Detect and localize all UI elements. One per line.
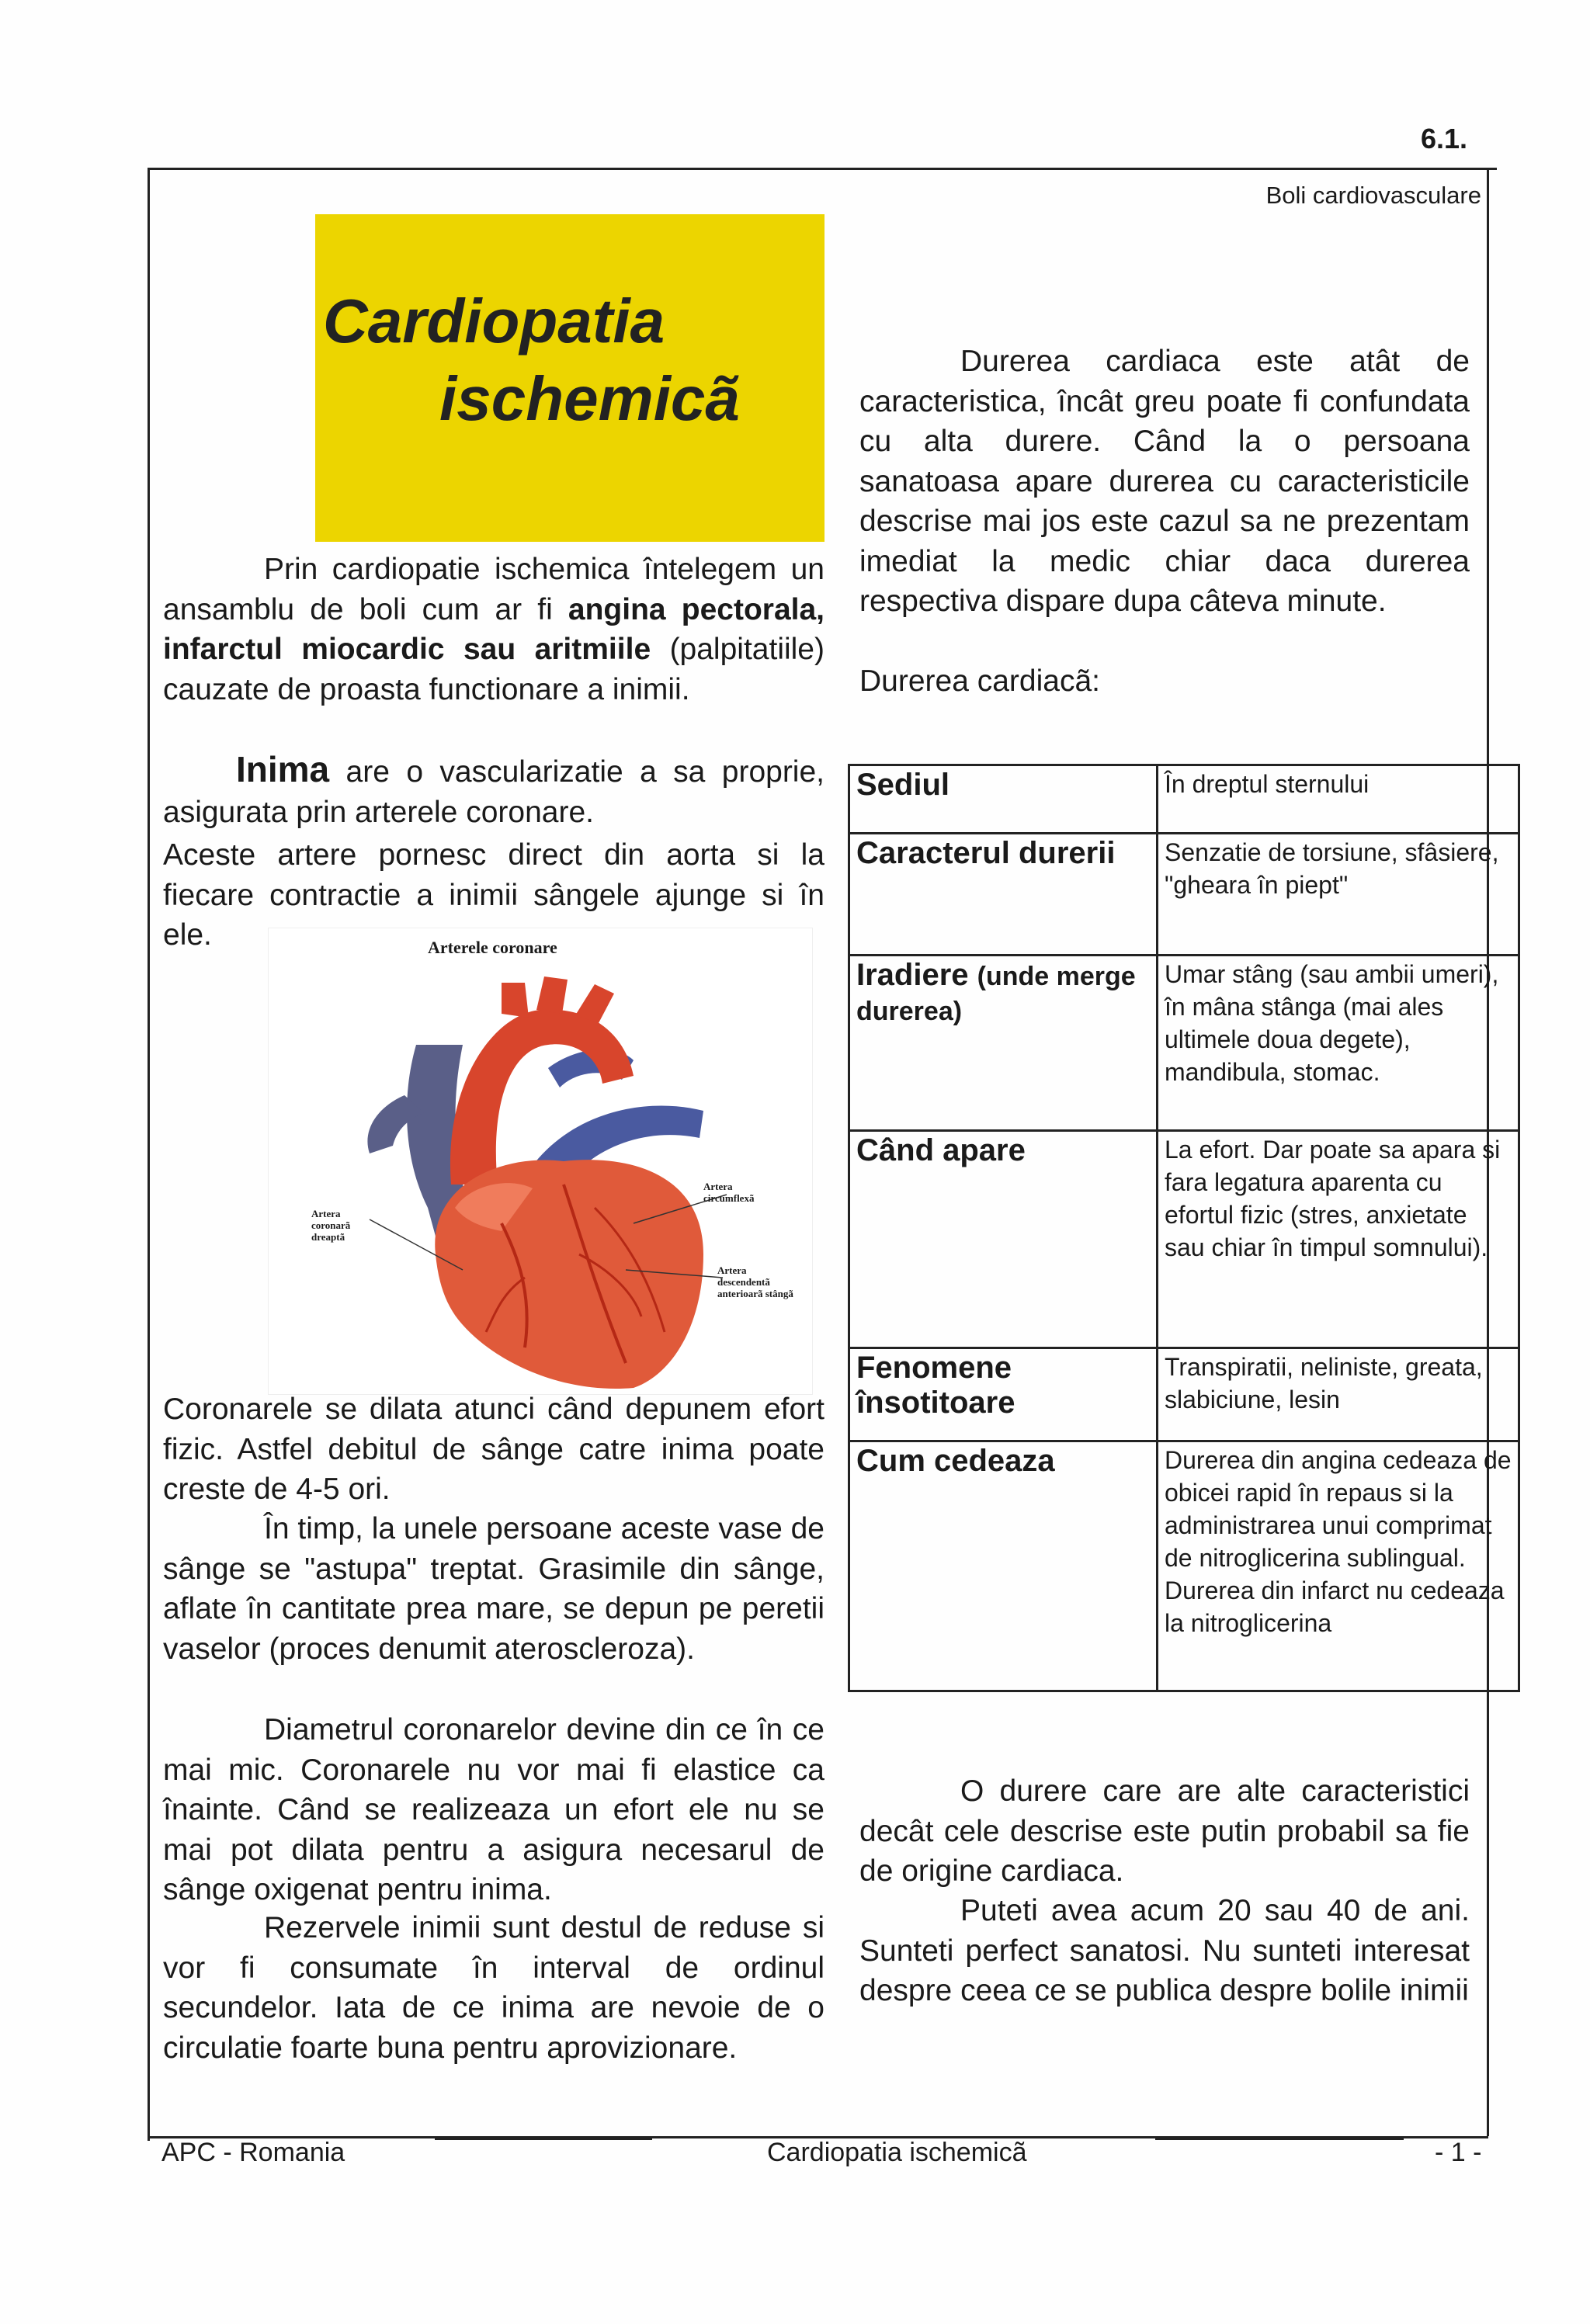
- row-key-text: Sediul: [856, 768, 950, 802]
- row-key-text: Fenomene însotitoare: [856, 1351, 1015, 1420]
- row-key: [849, 956, 1158, 1131]
- row-key-text: Caracterul durerii: [856, 836, 1116, 870]
- left-p1-bold: angina pectorala, infarctul miocardic sau aritmiile: [163, 592, 825, 666]
- row-key-text: Cum cedeaza: [856, 1444, 1055, 1478]
- right-closing-paragraph-1: O durere care are alte caracteristici decât cele descrise este putin probabil sa fie de origine cardiaca.: [859, 1774, 1470, 1888]
- label-lad: Artera descendentã anterioarã stângã: [717, 1264, 793, 1299]
- row-value: Transpiratii, neliniste, greata, slabiciune, lesin: [1158, 1348, 1519, 1441]
- title-box: [315, 214, 825, 542]
- row-value: Senzatie de torsiune, sfâsiere, "gheara în piept": [1158, 834, 1519, 956]
- table-heading: Durerea cardiacã:: [859, 664, 1100, 698]
- row-value: În dreptul sternului: [1158, 765, 1519, 834]
- row-value: Umar stâng (sau ambii umeri), în mâna stânga (mai ales ultimele doua degete), mandibula, stomac.: [1158, 956, 1519, 1131]
- title-line-1: Cardiopatia: [323, 286, 665, 356]
- frame-top: [148, 168, 1497, 170]
- row-key: [849, 765, 1158, 834]
- left-paragraph-2: [163, 750, 825, 832]
- heart-illustration: [269, 928, 812, 1394]
- row-key-text: Când apare: [856, 1133, 1026, 1167]
- row-key: [849, 1441, 1158, 1691]
- right-intro-paragraph: Durerea cardiaca este atât de caracteristica, încât greu poate fi confundata cu alta durere. Când la o persoana sanatoasa apare durerea cu caracteristicile descrise mai jos este cazul sa ne prezentam imediat la medic chiar daca durerea respectiva dispare dupa câteva minute.: [859, 345, 1470, 618]
- left-paragraph-3: Aceste artere pornesc direct din aorta si la fiecare contractie a inimii sângele ajunge si în ele.: [163, 838, 825, 952]
- row-key-note: (unde merge durerea): [856, 962, 1136, 1026]
- left-paragraph-6: Diametrul coronarelor devine din ce în ce mai mic. Coronarele nu vor mai fi elastice ca înainte. Când se realizeaza un efort ele nu se mai pot dilata pentru a asigura necesarul de sânge oxigenat pentru inima.: [163, 1713, 825, 1906]
- table-row: [849, 834, 1519, 956]
- category-label: Boli cardiovasculare: [1265, 182, 1481, 209]
- footer-center: Cardiopatia ischemicã: [767, 2138, 1027, 2167]
- footer-page-number: - 1 -: [1435, 2138, 1482, 2167]
- table-row: [849, 765, 1519, 834]
- figure-title: Arterele coronare: [428, 938, 557, 957]
- coronary-figure: [268, 928, 813, 1395]
- left-paragraph-5: În timp, la unele persoane aceste vase de sânge se "astupa" treptat. Grasimile din sânge, aflate în cantitate prea mare, se depun pe peretii vaselor (proces denumit ateroscleroza).: [163, 1512, 825, 1666]
- left-p1-text: Prin cardiopatie ischemica întelegem un ansamblu de boli cum ar fi: [163, 553, 825, 626]
- table-row: [849, 956, 1519, 1131]
- row-key: [849, 1348, 1158, 1441]
- left-p2-text: are o vascularizatie a sa proprie, asigurata prin arterele coronare.: [163, 755, 825, 829]
- left-paragraph-1: [163, 550, 825, 709]
- label-circumflex: Artera circumflexã: [703, 1181, 755, 1204]
- left-p1-tail: (palpitatiile) cauzate de proasta functionare a inimii.: [163, 633, 825, 706]
- footer-left: APC - Romania: [161, 2138, 345, 2167]
- row-value: Durerea din angina cedeaza de obicei rapid în repaus si la administrarea unui comprimat de nitroglicerina sublingual. Durerea din infarct nu cedeaza la nitroglicerina: [1158, 1441, 1519, 1691]
- table-row: [849, 1441, 1519, 1691]
- row-value: La efort. Dar poate sa apara si fara legatura aparenta cu efortul fizic (stres, anxietate sau chiar în timpul somnului).: [1158, 1131, 1519, 1348]
- footer-rule-right: [1155, 2138, 1404, 2140]
- footer-rule-left: [435, 2138, 652, 2140]
- pain-characteristics-table: [848, 764, 1520, 1692]
- section-number: 6.1.: [1421, 123, 1468, 154]
- table-row: [849, 1348, 1519, 1441]
- row-key: [849, 1131, 1158, 1348]
- frame-left: [148, 168, 150, 2141]
- row-key-text: Iradiere: [856, 958, 969, 992]
- left-paragraph-7: Rezervele inimii sunt destul de reduse si vor fi consumate în interval de ordinul secundelor. Iata de ce inima are nevoie de o circulatie foarte buna pentru aprovizionare.: [163, 1911, 825, 2065]
- row-key: [849, 834, 1158, 956]
- right-closing-paragraph-2: Puteti avea acum 20 sau 40 de ani. Sunteti perfect sanatosi. Nu sunteti interesat despre ceea ce se publica despre bolile inimii: [859, 1894, 1470, 2007]
- left-paragraph-4: Coronarele se dilata atunci când depunem efort fizic. Astfel debitul de sânge catre inima poate creste de 4-5 ori.: [163, 1393, 825, 1506]
- title-line-2: ischemicã: [439, 364, 740, 433]
- label-right-coronary: Artera coronarã dreaptã: [311, 1208, 351, 1243]
- table-row: [849, 1131, 1519, 1348]
- left-p2-bold: Inima: [236, 749, 330, 789]
